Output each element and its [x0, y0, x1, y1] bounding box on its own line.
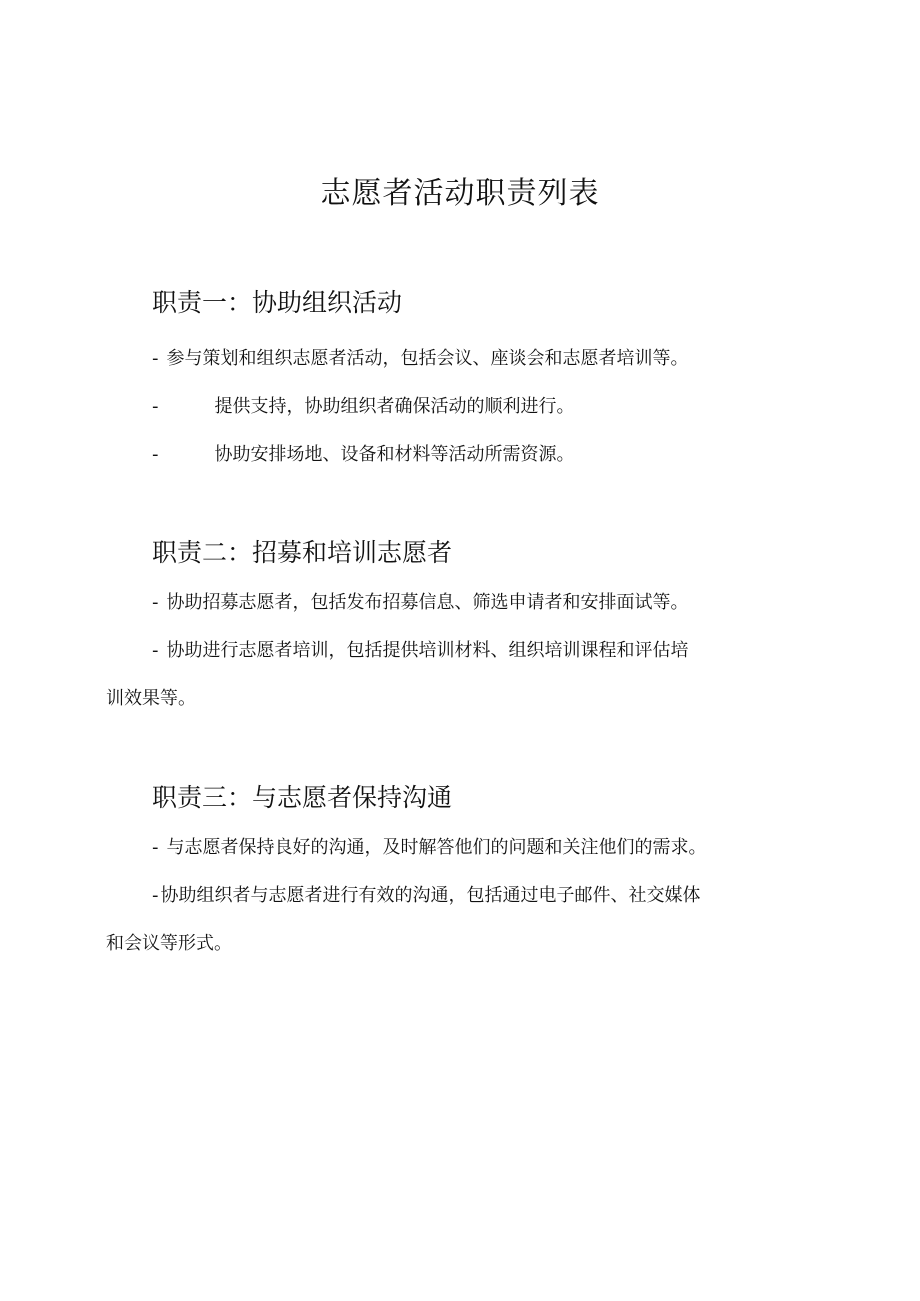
document-title: 志愿者活动职责列表 [320, 176, 600, 211]
list-dash: - [152, 885, 159, 906]
list-item-text: 提供支持，协助组织者确保活动的顺利进行。 [214, 396, 575, 417]
list-dash: - [152, 837, 159, 858]
list-item [152, 882, 701, 910]
list-item [152, 345, 689, 373]
list-item [152, 589, 689, 617]
list-item-continuation: 训效果等。 [106, 688, 196, 709]
list-dash: - [152, 348, 159, 369]
list-item-text: 协助安排场地、设备和材料等活动所需资源。 [214, 444, 575, 465]
list-dash: - [152, 444, 159, 465]
list-item [152, 637, 689, 665]
list-item-text: 协助组织者与志愿者进行有效的沟通，包括通过电子邮件、社交媒体 [160, 885, 701, 906]
list-dash: - [152, 396, 159, 417]
list-item-text: 与志愿者保持良好的沟通，及时解答他们的问题和关注他们的需求。 [166, 837, 707, 858]
list-item-text: 协助进行志愿者培训，包括提供培训材料、组织培训课程和评估培 [166, 640, 689, 661]
list-dash: - [152, 592, 159, 613]
section-heading-3: 职责三：与志愿者保持沟通 [152, 783, 453, 812]
list-item [152, 393, 575, 421]
section-heading-2: 职责二：招募和培训志愿者 [152, 538, 453, 567]
section-heading-1: 职责一：协助组织活动 [152, 288, 403, 317]
list-dash: - [152, 640, 159, 661]
list-item [152, 834, 707, 862]
list-item-text: 参与策划和组织志愿者活动，包括会议、座谈会和志愿者培训等。 [166, 348, 689, 369]
list-item-text: 协助招募志愿者，包括发布招募信息、筛选申请者和安排面试等。 [166, 592, 689, 613]
list-item-continuation: 和会议等形式。 [106, 933, 232, 954]
list-item [152, 441, 575, 469]
